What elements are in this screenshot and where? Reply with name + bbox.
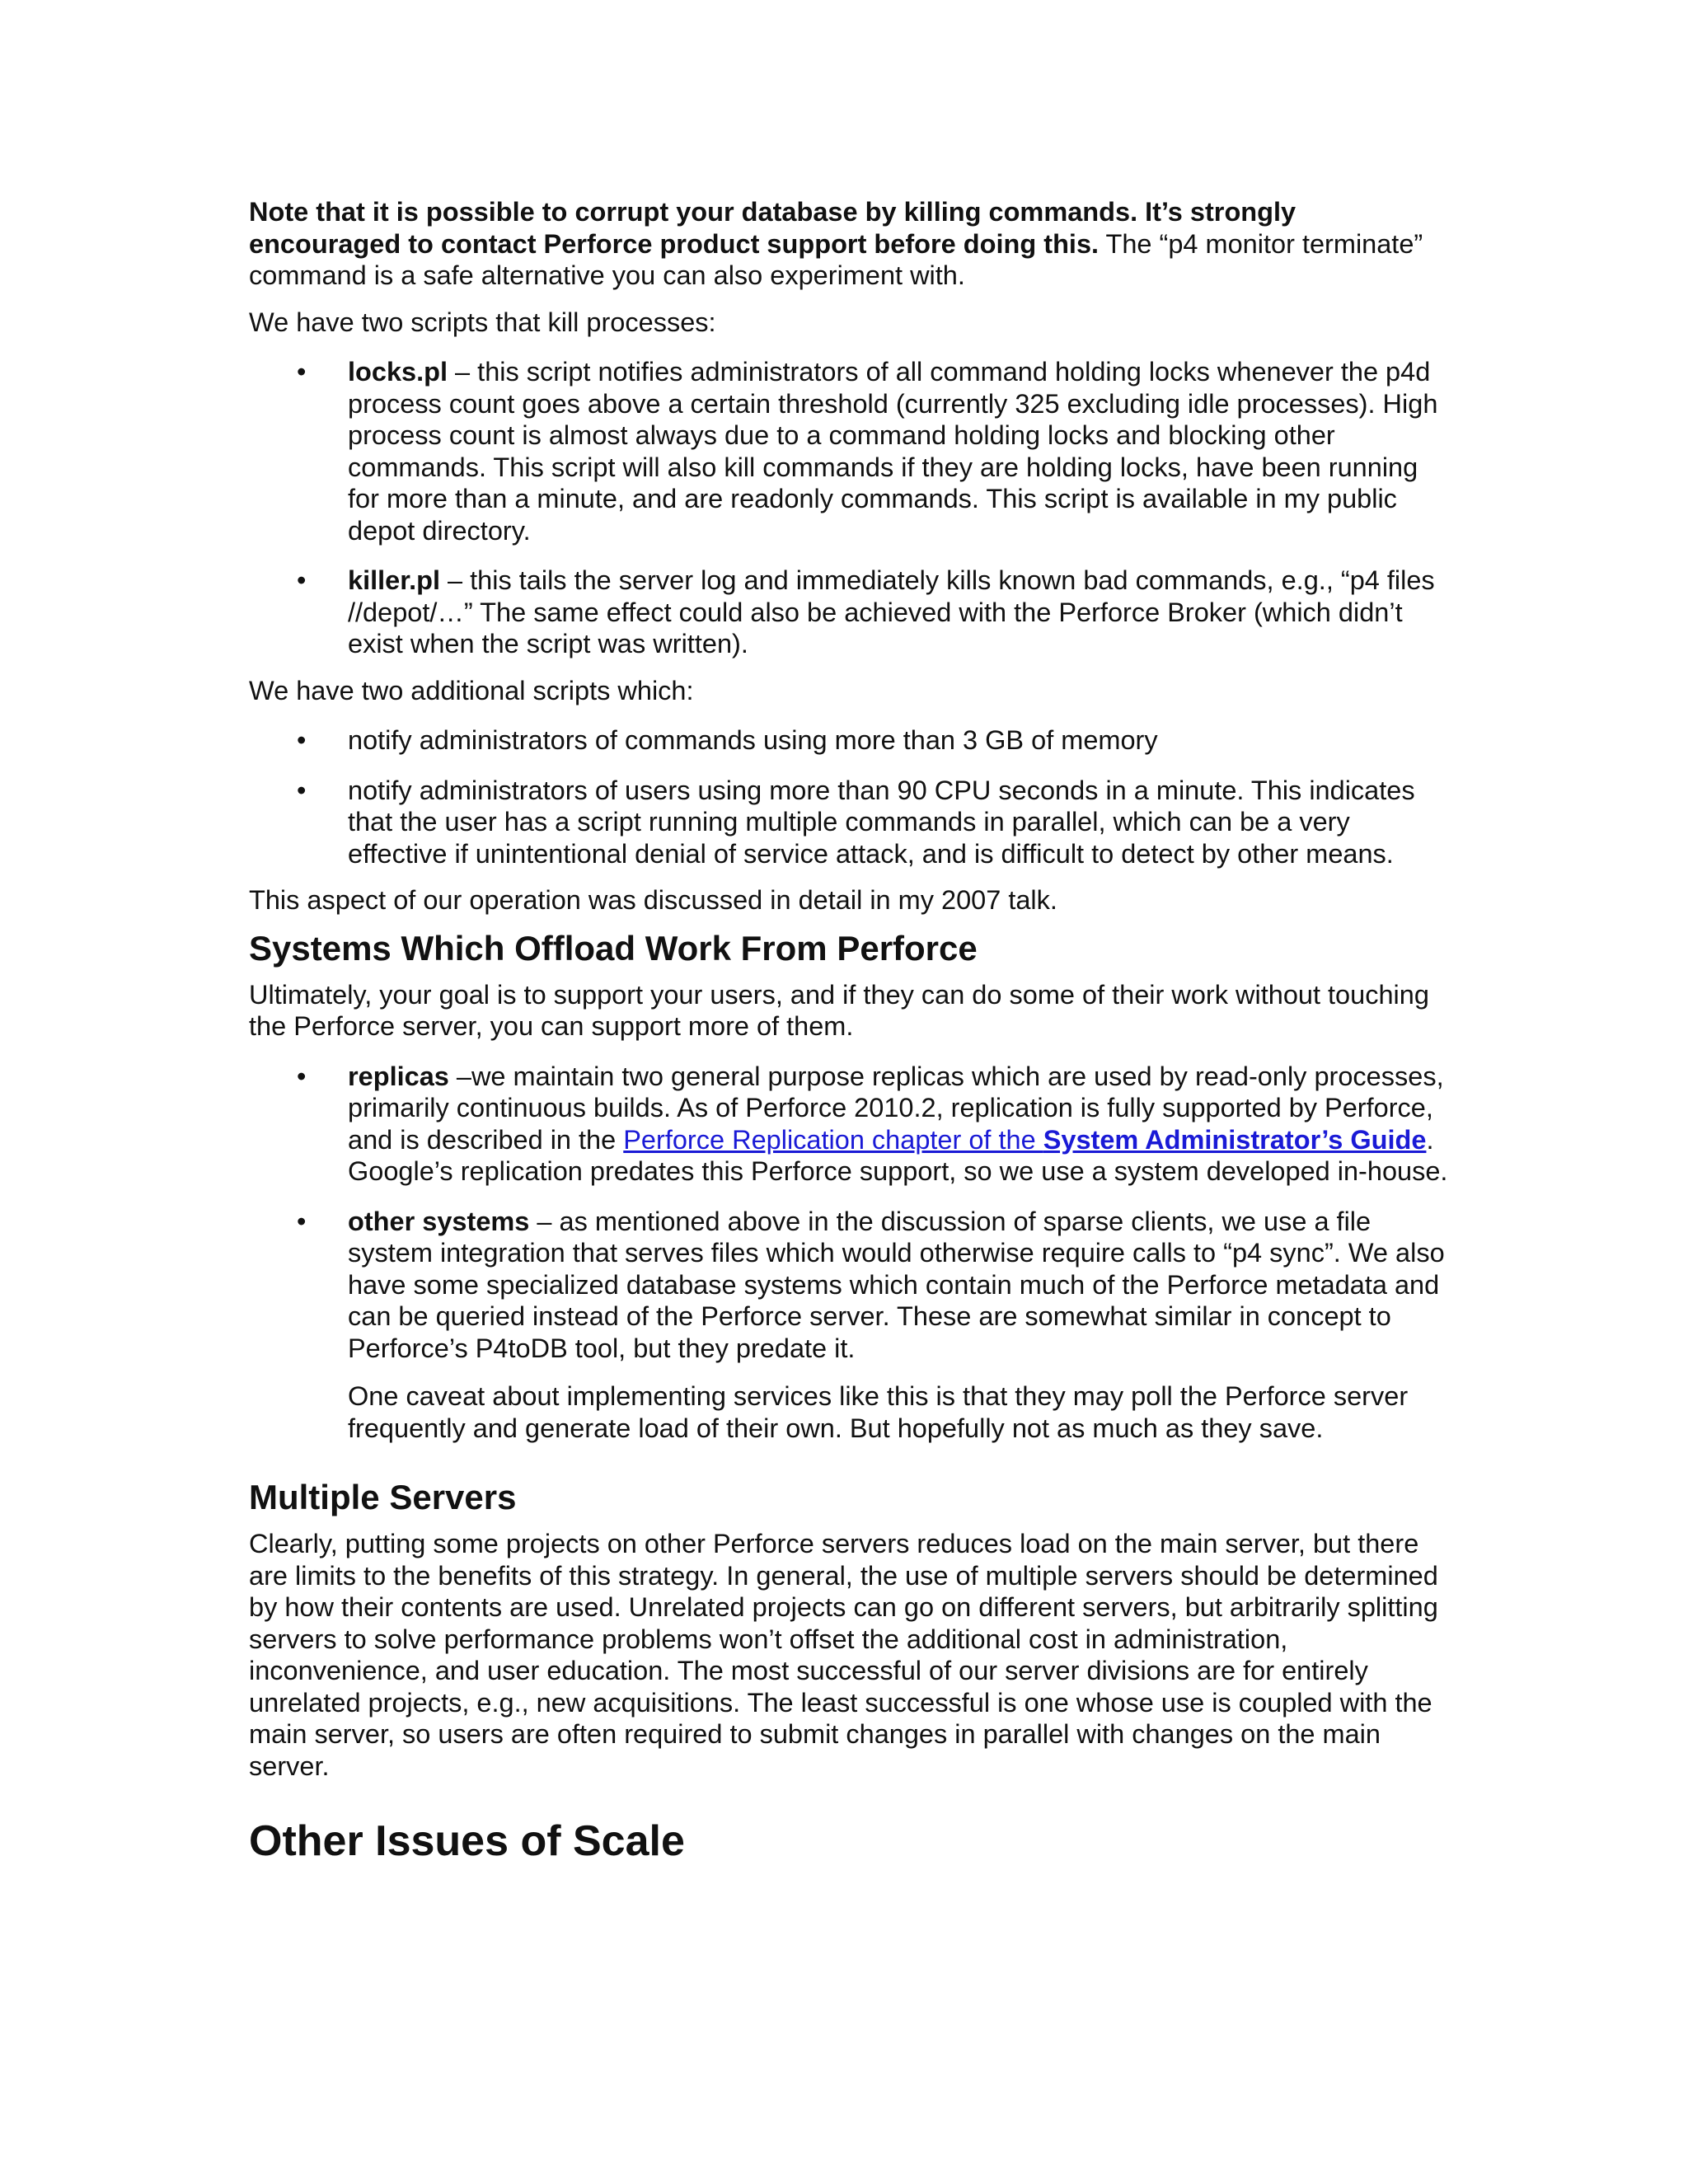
offload-name-replicas: replicas bbox=[348, 1061, 449, 1091]
offload-replicas-text-after: . Google’s replication predates this Perforce support, so we use a system developed in-house. bbox=[348, 1124, 1448, 1186]
script-name-locks: locks.pl bbox=[348, 357, 448, 387]
intro-note-bold: Note that it is possible to corrupt your database by killing commands. It’s strongly encouraged to contact Perforce product support before doing this. bbox=[249, 197, 1296, 259]
kill-scripts-lead: We have two scripts that kill processes: bbox=[249, 307, 716, 337]
bullet-icon: • bbox=[297, 565, 307, 595]
list-item bbox=[249, 724, 1452, 757]
list-item bbox=[249, 1206, 1452, 1445]
offload-name-other-systems: other systems bbox=[348, 1206, 530, 1236]
offload-caveat: One caveat about implementing services like this is that they may poll the Perforce server frequently and generate load of their own. But hopefully not as much as they save. bbox=[348, 1381, 1409, 1443]
script-desc-killer: – this tails the server log and immediately kills known bad commands, e.g., “p4 files //depot/…” The same effect could also be achieved with the Perforce Broker (which didn’t exist when the script was written). bbox=[348, 565, 1435, 658]
list-item bbox=[249, 1061, 1452, 1188]
list-item bbox=[249, 565, 1452, 660]
list-item bbox=[249, 775, 1452, 870]
kill-scripts-list bbox=[249, 356, 1452, 660]
section-heading-other-issues: Other Issues of Scale bbox=[249, 1817, 685, 1865]
replication-guide-link-plain: Perforce Replication chapter of the bbox=[623, 1124, 1043, 1155]
additional-item-memory: notify administrators of commands using more than 3 GB of memory bbox=[348, 725, 1158, 755]
replication-guide-link-bold: System Administrator’s Guide bbox=[1043, 1124, 1427, 1155]
additional-scripts-closing: This aspect of our operation was discussed in detail in my 2007 talk. bbox=[249, 885, 1057, 915]
script-desc-locks: – this script notifies administrators of all command holding locks whenever the p4d process count goes above a certain threshold (currently 325 excluding idle processes). High process count is almost always due to a command holding locks and blocking other commands. This script will also kill commands if they are holding locks, have been running for more than a minute, and are readonly commands. This script is available in my public depot directory. bbox=[348, 357, 1438, 546]
bullet-icon: • bbox=[297, 775, 307, 805]
list-item bbox=[249, 356, 1452, 546]
bullet-icon: • bbox=[297, 1206, 307, 1236]
multiple-servers-body: Clearly, putting some projects on other Perforce servers reduces load on the main server, but there are limits to the benefits of this strategy. In general, the use of multiple servers should be determined by how their contents are used. Unrelated projects can go on different servers, but arbitrarily splitting servers to solve performance problems won’t offset the additional cost in administration, inconvenience, and user education. The most successful of our server divisions are for entirely unrelated projects, e.g., new acquisitions. The least successful is one whose use is coupled with the main server, so users are often required to submit changes in parallel with changes on the main server. bbox=[249, 1529, 1438, 1781]
additional-scripts-lead: We have two additional scripts which: bbox=[249, 675, 694, 705]
section-heading-offload: Systems Which Offload Work From Perforce bbox=[249, 928, 978, 968]
additional-item-cpu: notify administrators of users using more than 90 CPU seconds in a minute. This indicates that the user has a script running multiple commands in parallel, which can be a very effective if unintentional denial of service attack, and is difficult to detect by other means. bbox=[348, 775, 1415, 869]
offload-intro: Ultimately, your goal is to support your users, and if they can do some of their work without touching the Perforce server, you can support more of them. bbox=[249, 979, 1429, 1041]
intro-note bbox=[249, 196, 1452, 292]
bullet-icon: • bbox=[297, 357, 307, 387]
section-heading-multiple-servers: Multiple Servers bbox=[249, 1478, 517, 1516]
offload-list bbox=[249, 1061, 1452, 1445]
document-page bbox=[249, 196, 1452, 1866]
offload-replicas-text: –we maintain two general purpose replicas which are used by read-only processes, primarily continuous builds. As of Perforce 2010.2, replication is fully supported by Perforce, and is described in the bbox=[348, 1061, 1444, 1155]
bullet-icon: • bbox=[297, 725, 307, 755]
script-name-killer: killer.pl bbox=[348, 565, 441, 595]
replication-guide-link[interactable] bbox=[623, 1125, 1426, 1155]
intro-note-rest: The “p4 monitor terminate” command is a safe alternative you can also experiment with. bbox=[249, 228, 1423, 290]
offload-other-systems-text: – as mentioned above in the discussion of sparse clients, we use a file system integration that serves files which would otherwise require calls to “p4 sync”. We also have some specialized database systems which contain much of the Perforce metadata and can be queried instead of the Perforce server. These are somewhat similar in concept to Perforce’s P4toDB tool, but they predate it. bbox=[348, 1206, 1445, 1363]
bullet-icon: • bbox=[297, 1061, 307, 1091]
additional-scripts-list bbox=[249, 724, 1452, 869]
